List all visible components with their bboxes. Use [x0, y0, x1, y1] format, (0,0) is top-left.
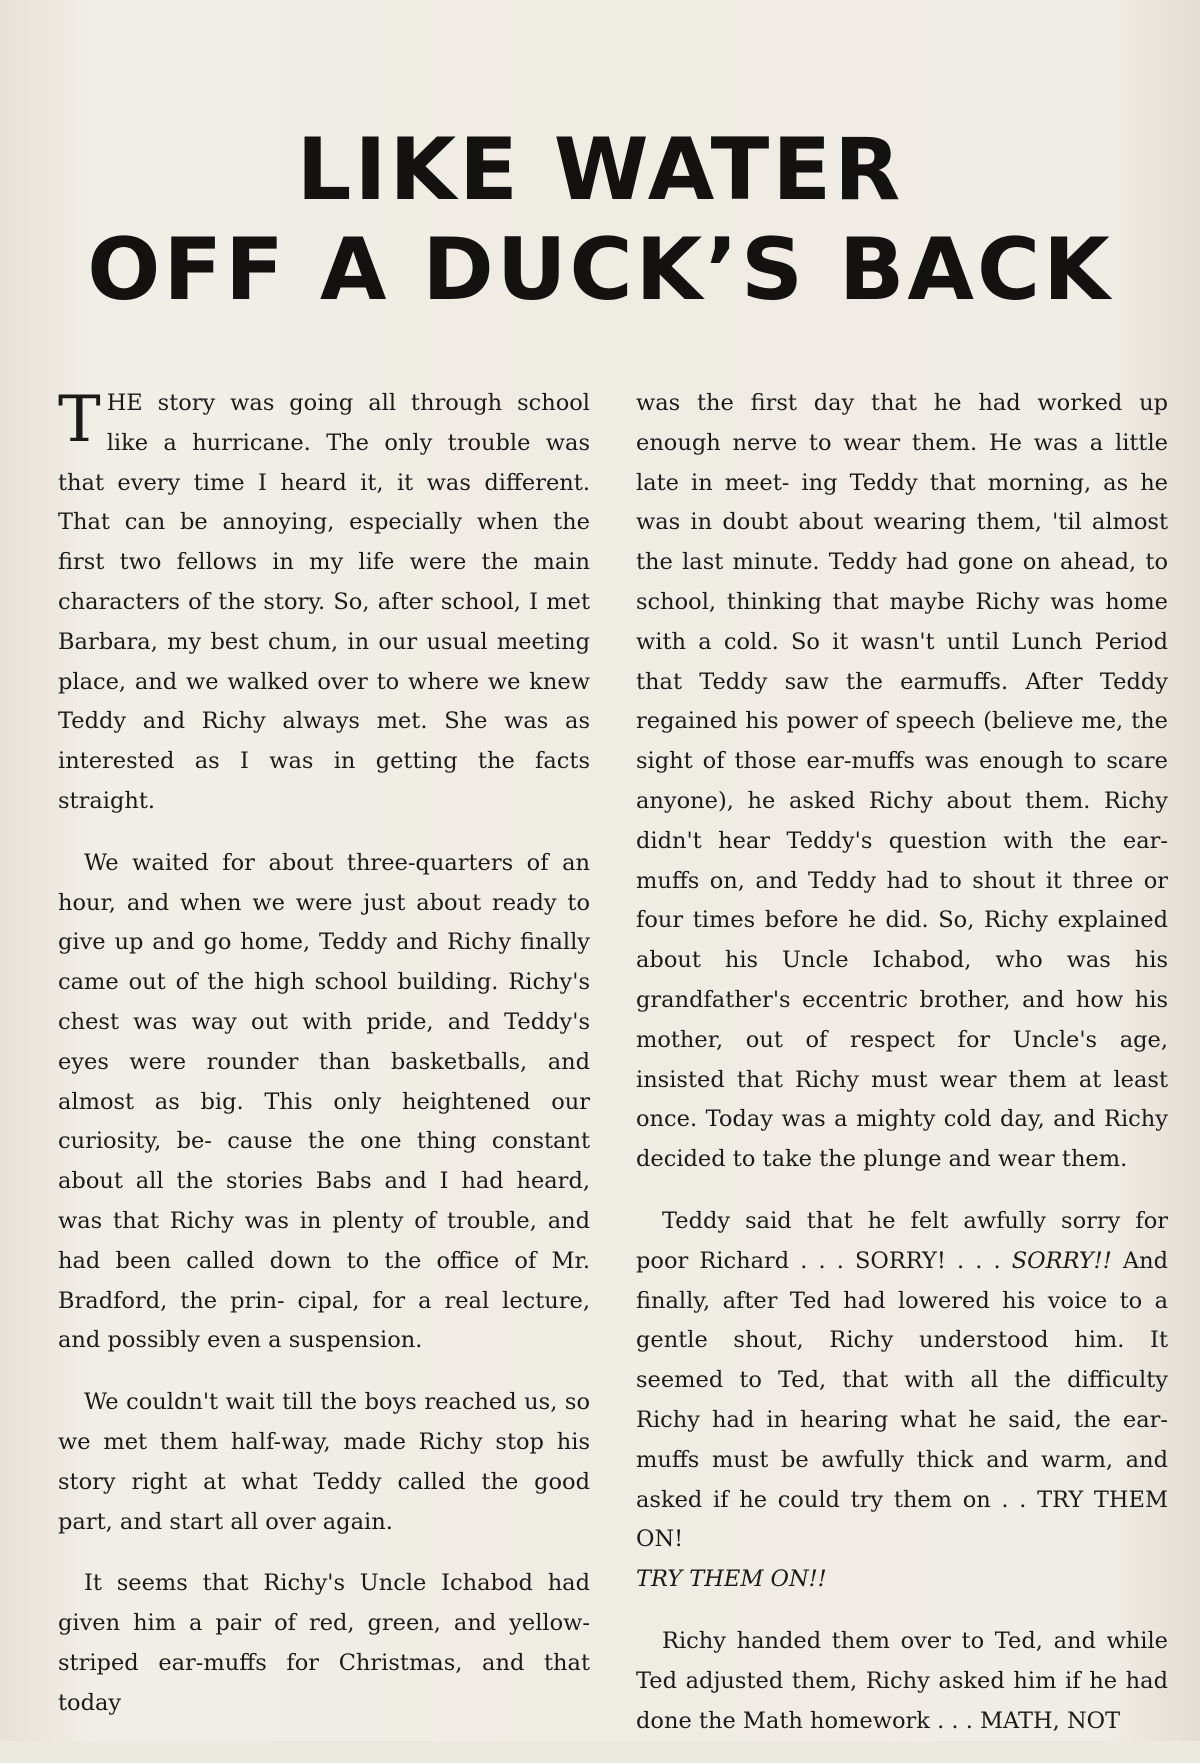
paragraph: We couldn't wait till the boys reached us, so we met them half-way, made Richy stop his story right at what Teddy called the good part, and start all over again.: [58, 1389, 590, 1535]
paragraph-text: Teddy said that he felt awfully sorry for poor Richard . . . SORRY! . . .: [636, 1207, 1168, 1274]
drop-cap: T: [58, 383, 101, 457]
emphasis-text: SORRY!!: [1011, 1247, 1112, 1274]
paragraph: [636, 1202, 1168, 1600]
title-line-1: LIKE WATER: [296, 119, 904, 220]
paragraph: Richy handed them over to Ted, and while Ted adjusted them, Richy asked him if he had done the Math homework . . . MATH, NOT: [636, 1627, 1168, 1734]
emphasis-text: TRY THEM ON!!: [636, 1566, 827, 1593]
paragraph: It seems that Richy's Uncle Ichabod had given him a pair of red, green, and yellow-striped ear-muffs for Christmas, and that today: [58, 1570, 590, 1716]
paragraph: [58, 384, 590, 822]
title-line-2: OFF A DUCK’S BACK: [87, 219, 1113, 320]
right-column: [636, 384, 1168, 1763]
paragraph-text: HE story was going all through school like a hurricane. The only trouble was that every time I heard it, it was different. That can be annoying, especially when the first two fellows in my life were the main characters of the story. So, after school, I met Barbara, my best chum, in our usual meeting place, and we walked over to where we knew Teddy and Richy always met. She was as interested as I was in getting the facts straight.: [58, 390, 590, 814]
paragraph-text: And finally, after Ted had lowered his voice to a gentle shout, Richy understood him. It seemed to Ted, that with all the difficulty Richy had in hearing what he said, the ear-muffs must be awfully thick and warm, and asked if he could try them on . . TRY THEM ON!: [636, 1247, 1169, 1553]
paragraph: We waited for about three-quarters of an hour, and when we were just about ready to give up and go home, Teddy and Richy finally came out of the high school building. Richy's chest was way out with pride, and Teddy's eyes were rounder than basketballs, and almost as big. This only heightened our curiosity, be- cause the one thing constant about all the stories Babs and I had heard, was that Richy was in plenty of trouble, and had been called down to the office of Mr. Bradford, the prin- cipal, for a real lecture, and possibly even a suspension.: [58, 849, 590, 1354]
left-column: [58, 384, 590, 1746]
story-title: [0, 120, 1200, 320]
paragraph: was the first day that he had worked up enough nerve to wear them. He was a little late in meet- ing Teddy that morning, as he was in doubt about wearing them, 'til almost the last minute. Teddy had gone on ahead, to school, thinking that maybe Richy was home with a cold. So it wasn't until Lunch Period that Teddy saw the earmuffs. After Teddy regained his power of speech (believe me, the sight of those ear-muffs was enough to scare anyone), he asked Richy about them. Richy didn't hear Teddy's question with the ear-muffs on, and Teddy had to shout it three or four times before he did. So, Richy explained about his Uncle Ichabod, who was his grandfather's eccentric brother, and how his mother, out of respect for Uncle's age, insisted that Richy must wear them at least once. Today was a mighty cold day, and Richy decided to take the plunge and wear them.: [636, 390, 1168, 1173]
